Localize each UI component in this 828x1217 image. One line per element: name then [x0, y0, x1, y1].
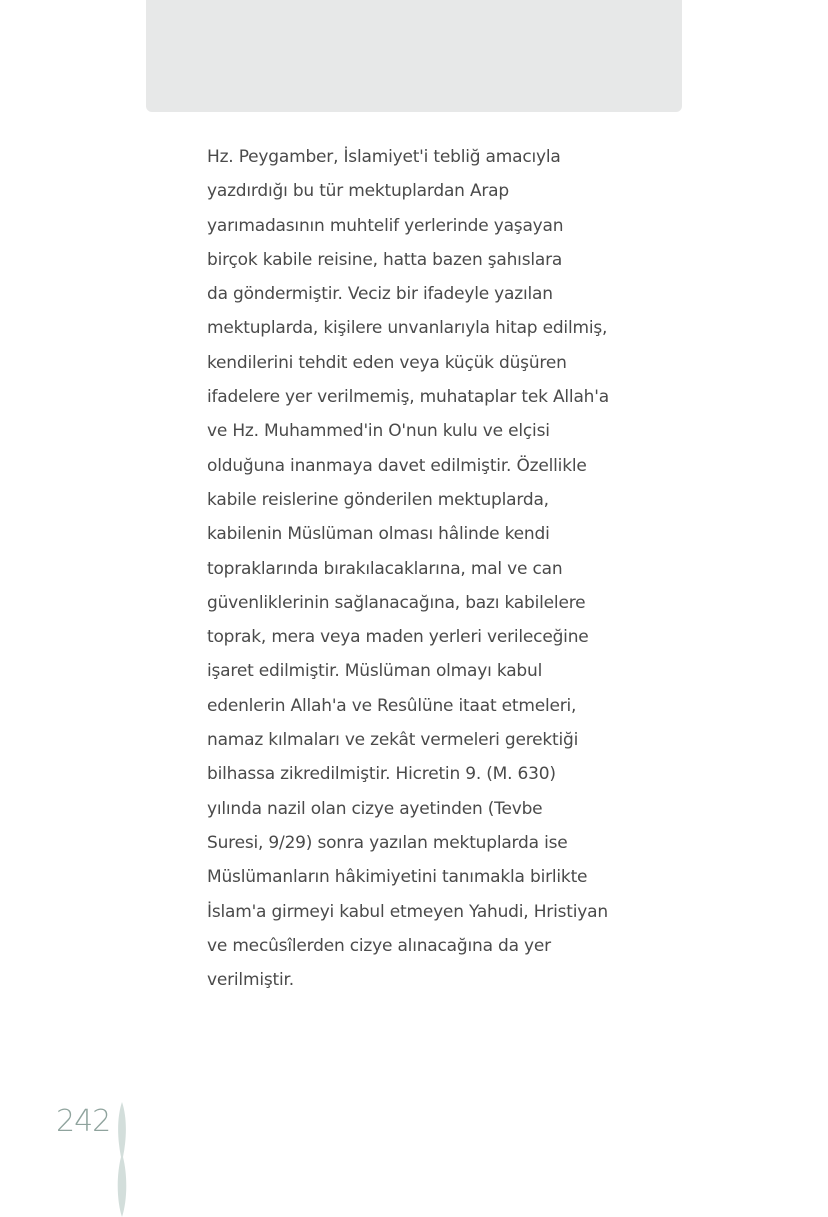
text-line: mektuplarda, kişilere unvanlarıyla hitap edilmiş,: [207, 318, 608, 339]
text-line: toprak, mera veya maden yerleri verileceğine: [207, 627, 589, 648]
text-line: yarımadasının muhtelif yerlerinde yaşayan: [207, 215, 564, 236]
text-line: yılında nazil olan cizye ayetinden (Tevbe: [207, 798, 543, 819]
text-line: İslam'a girmeyi kabul etmeyen Yahudi, Hristiyan: [207, 901, 608, 922]
text-line: verilmiştir.: [207, 970, 294, 991]
text-line: işaret edilmiştir. Müslüman olmayı kabul: [207, 661, 543, 682]
text-line: kabilenin Müslüman olması hâlinde kendi: [207, 524, 550, 545]
text-line: Suresi, 9/29) sonra yazılan mektuplarda ise: [207, 832, 568, 853]
text-line: Hz. Peygamber, İslamiyet'i tebliğ amacıyla: [207, 147, 561, 167]
page-number: 242: [56, 1104, 111, 1139]
body-paragraph: [207, 140, 627, 997]
text-line: güvenliklerinin sağlanacağına, bazı kabilelere: [207, 592, 586, 613]
text-line: edenlerin Allah'a ve Resûlüne itaat etmeleri,: [207, 695, 577, 716]
text-line: ve Hz. Muhammed'in O'nun kulu ve elçisi: [207, 421, 550, 442]
text-line: namaz kılmaları ve zekât vermeleri gerektiği: [207, 730, 579, 751]
page-ornament-icon: [113, 1102, 131, 1217]
text-line: kendilerini tehdit eden veya küçük düşüren: [207, 352, 567, 373]
text-line: da göndermiştir. Veciz bir ifadeyle yazılan: [207, 284, 553, 305]
text-line: Müslümanların hâkimiyetini tanımakla birlikte: [207, 867, 588, 888]
text-line: bilhassa zikredilmiştir. Hicretin 9. (M. 630): [207, 764, 556, 785]
header-placeholder-box: [146, 0, 682, 112]
text-line: ve mecûsîlerden cizye alınacağına da yer: [207, 935, 551, 956]
text-line: topraklarında bırakılacaklarına, mal ve can: [207, 558, 563, 579]
text-line: yazdırdığı bu tür mektuplardan Arap: [207, 181, 509, 202]
text-line: ifadelere yer verilmemiş, muhataplar tek Allah'a: [207, 387, 609, 408]
text-line: olduğuna inanmaya davet edilmiştir. Özellikle: [207, 455, 587, 476]
text-line: birçok kabile reisine, hatta bazen şahıslara: [207, 249, 563, 270]
text-line: kabile reislerine gönderilen mektuplarda,: [207, 489, 549, 510]
